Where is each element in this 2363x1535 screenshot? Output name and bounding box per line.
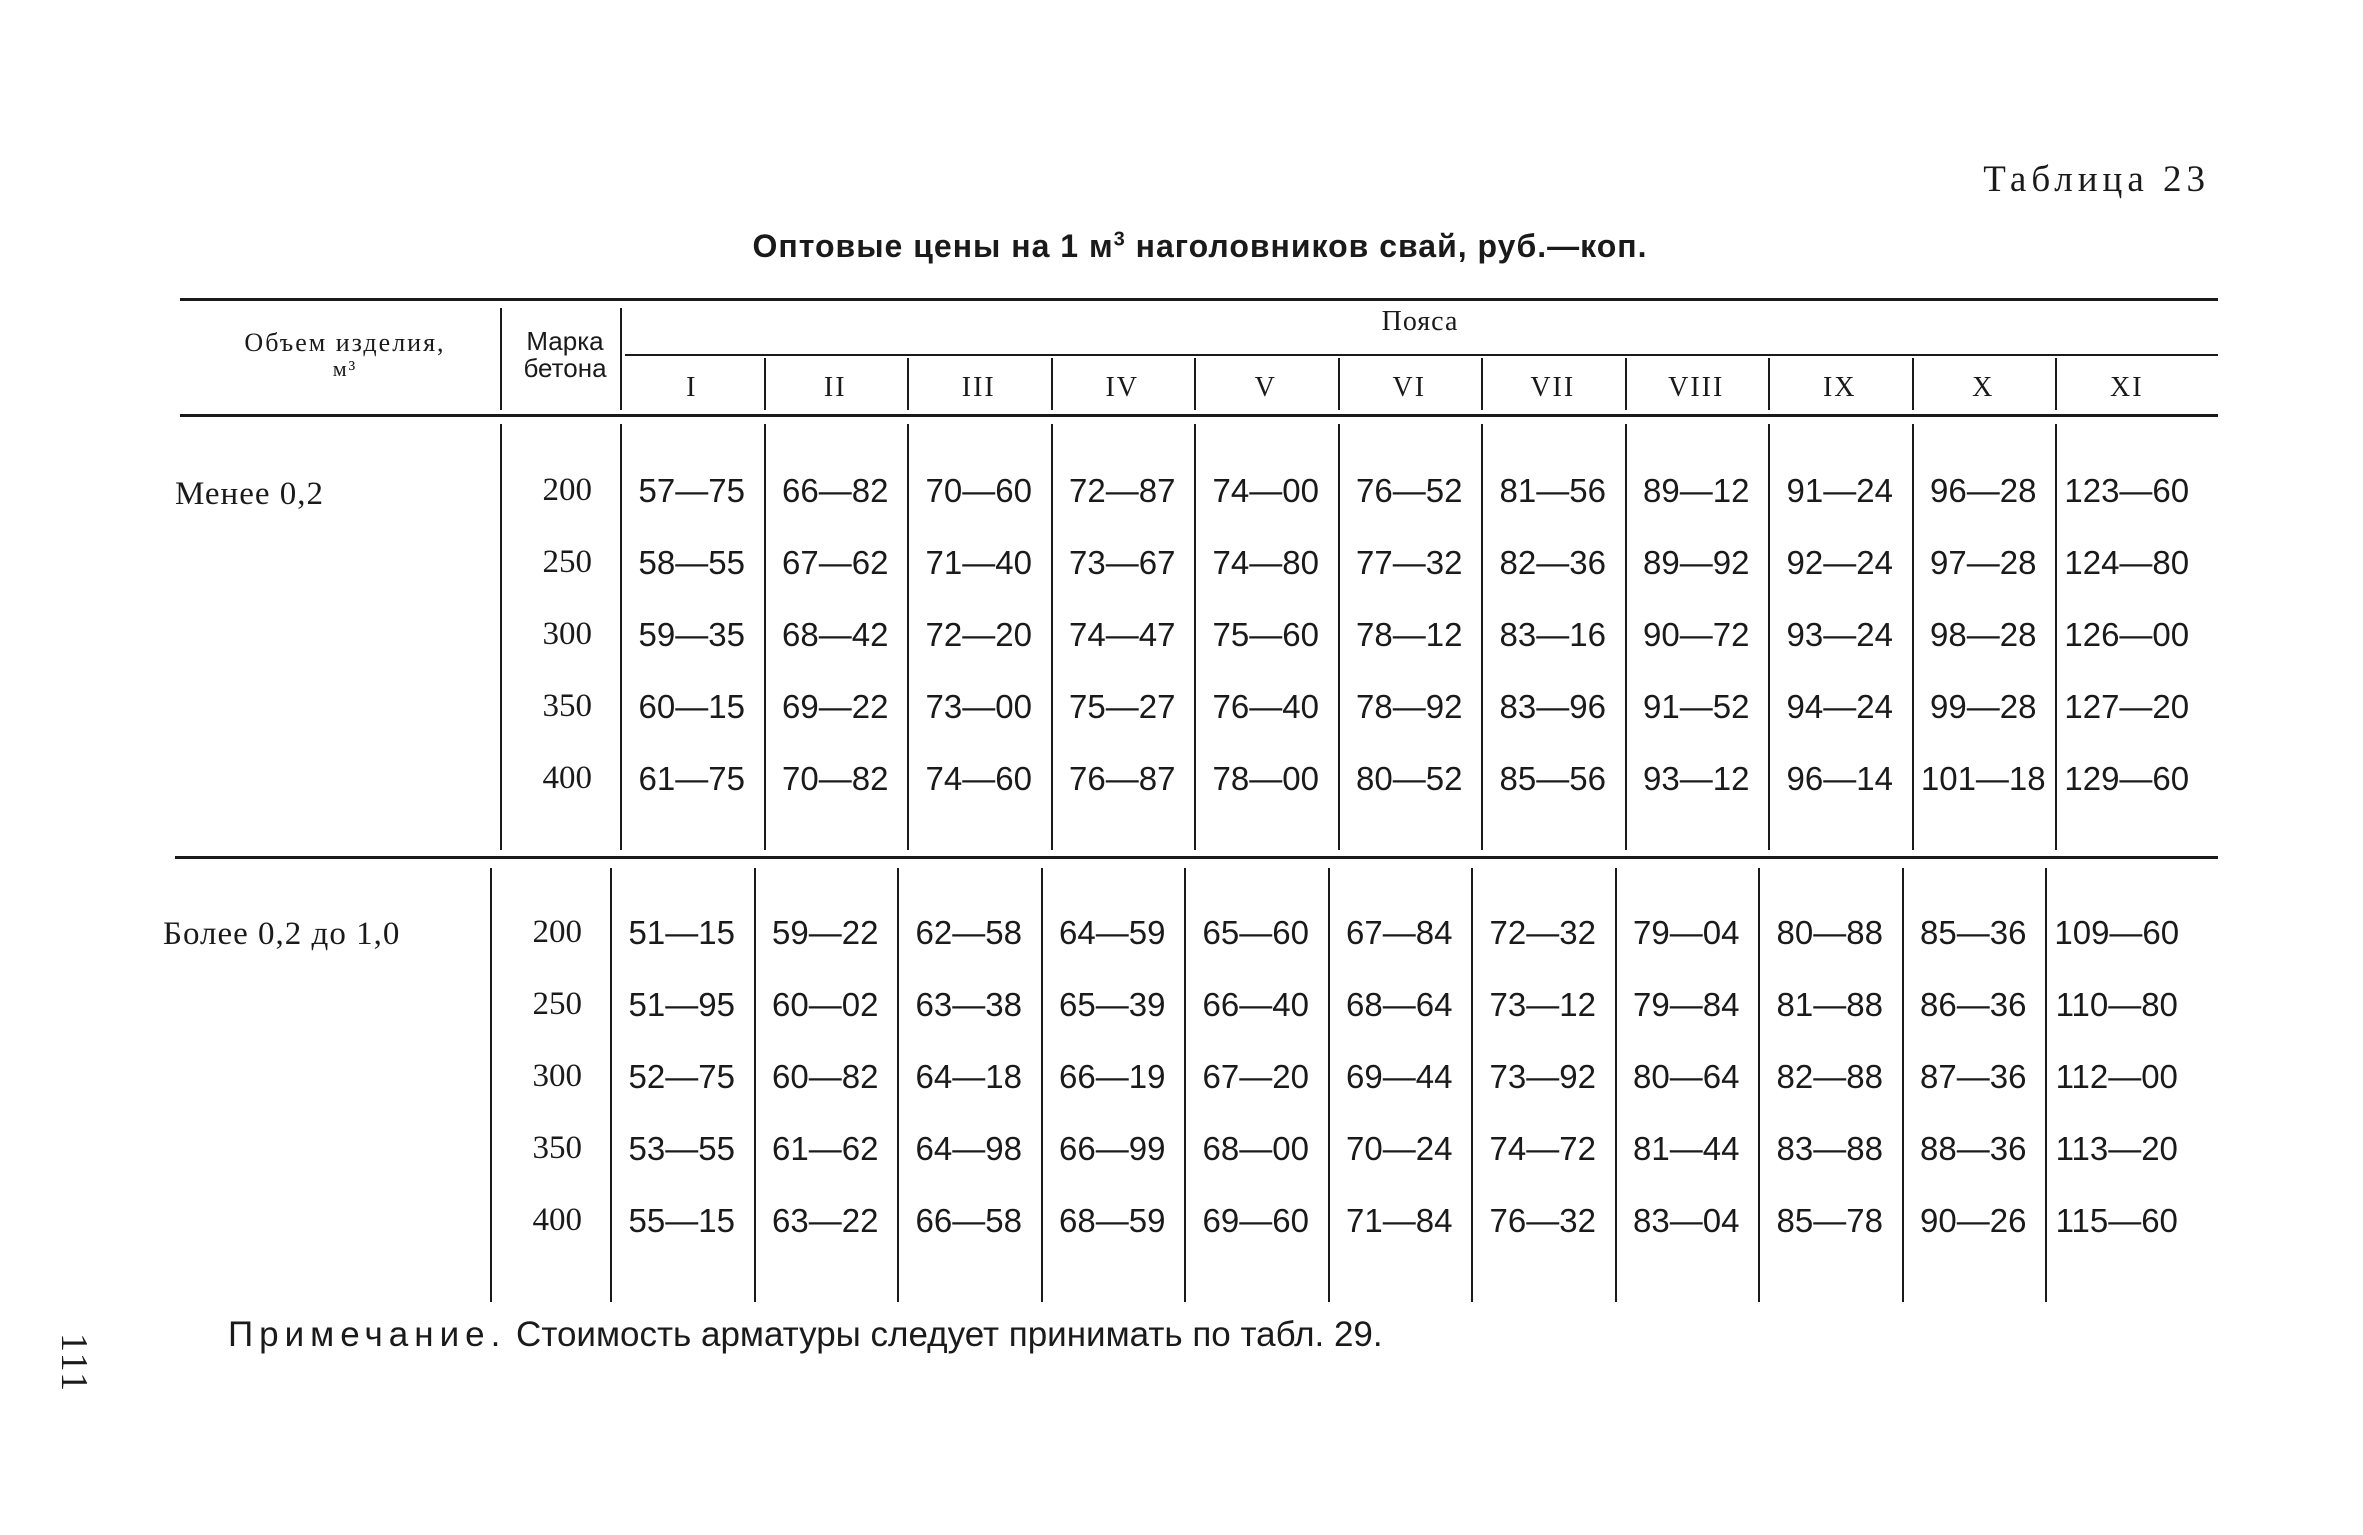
- zone-header: III: [961, 372, 996, 403]
- price-cell: 70—60: [925, 472, 1032, 509]
- price-cell: 61—62: [772, 1130, 879, 1167]
- price-cell: 86—36: [1920, 986, 2027, 1023]
- price-cell: 83—88: [1776, 1130, 1883, 1167]
- price-cell: 74—00: [1212, 472, 1319, 509]
- zone-header-divider: [1768, 358, 1770, 410]
- price-cell: 97—28: [1930, 544, 2037, 581]
- price-cell: 85—78: [1776, 1202, 1883, 1239]
- price-cell: 68—59: [1059, 1202, 1166, 1239]
- price-cell: 82—36: [1499, 544, 1606, 581]
- zone-header: V: [1254, 372, 1277, 403]
- zone-header: II: [823, 372, 847, 403]
- price-cell: 93—24: [1786, 616, 1893, 653]
- price-cell: 69—60: [1202, 1202, 1309, 1239]
- price-cell: 66—58: [915, 1202, 1022, 1239]
- concrete-mark: 400: [532, 1202, 582, 1238]
- price-cell: 60—82: [772, 1058, 879, 1095]
- header-mark-line2: бетона: [523, 353, 607, 384]
- price-cell: 64—59: [1059, 914, 1166, 951]
- concrete-mark: 300: [532, 1058, 582, 1094]
- zone-header-divider: [1481, 358, 1483, 410]
- price-cell: 76—32: [1489, 1202, 1596, 1239]
- zone-header: IV: [1105, 372, 1140, 403]
- price-cell: 80—88: [1776, 914, 1883, 951]
- belts-rule: [625, 354, 2218, 356]
- price-cell: 73—92: [1489, 1058, 1596, 1095]
- page-number: 111: [53, 1333, 95, 1394]
- price-cell: 71—84: [1346, 1202, 1453, 1239]
- price-cell: 83—96: [1499, 688, 1606, 725]
- price-cell: 112—00: [2055, 1058, 2178, 1095]
- concrete-mark: 200: [532, 914, 582, 950]
- price-cell: 87—36: [1920, 1058, 2027, 1095]
- zone-header: VII: [1530, 372, 1576, 403]
- price-cell: 72—87: [1069, 472, 1176, 509]
- price-cell: 74—80: [1212, 544, 1319, 581]
- price-cell: 75—27: [1069, 688, 1176, 725]
- table-title: [0, 228, 2363, 265]
- title-superscript: 3: [1113, 228, 1126, 251]
- header-mark: [505, 328, 625, 383]
- price-cell: 53—55: [628, 1130, 735, 1167]
- price-cell: 109—60: [2054, 914, 2180, 951]
- price-cell: 110—80: [2055, 986, 2178, 1023]
- price-cell: 58—55: [638, 544, 745, 581]
- price-cell: 85—36: [1920, 914, 2027, 951]
- price-cell: 81—88: [1776, 986, 1883, 1023]
- zone-header: I: [686, 372, 698, 403]
- header-mark-line1: Марка: [526, 326, 604, 356]
- group-label: Более 0,2 до 1,0: [163, 916, 401, 952]
- price-cell: 63—38: [915, 986, 1022, 1023]
- price-cell: 66—40: [1202, 986, 1309, 1023]
- price-cell: 78—00: [1212, 760, 1319, 797]
- price-cell: 72—32: [1489, 914, 1596, 951]
- price-cell: 70—24: [1346, 1130, 1453, 1167]
- price-cell: 68—64: [1346, 986, 1453, 1023]
- price-cell: 64—18: [915, 1058, 1022, 1095]
- price-cell: 70—82: [782, 760, 889, 797]
- price-cell: 74—47: [1069, 616, 1176, 653]
- price-cell: 91—24: [1786, 472, 1893, 509]
- zone-header-divider: [2055, 358, 2057, 410]
- price-cell: 129—60: [2064, 760, 2190, 797]
- zone-header-divider: [1912, 358, 1914, 410]
- price-cell: 51—95: [628, 986, 735, 1023]
- price-cell: 96—28: [1930, 472, 2037, 509]
- table-label: Таблица 23: [1983, 159, 2210, 200]
- header-volume-text: Объем изделия,: [244, 328, 446, 357]
- price-cell: 74—72: [1489, 1130, 1596, 1167]
- price-cell: 96—14: [1786, 760, 1893, 797]
- price-cell: 52—75: [628, 1058, 735, 1095]
- header-volume-unit: м³: [332, 356, 358, 381]
- note: [228, 1315, 1383, 1355]
- price-cell: 73—00: [925, 688, 1032, 725]
- concrete-mark: 200: [542, 472, 592, 508]
- concrete-mark: 350: [542, 688, 592, 724]
- concrete-mark: 350: [532, 1130, 582, 1166]
- price-cell: 73—12: [1489, 986, 1596, 1023]
- price-cell: 88—36: [1920, 1130, 2027, 1167]
- price-cell: 72—20: [925, 616, 1032, 653]
- price-cell: 62—58: [915, 914, 1022, 951]
- price-cell: 124—80: [2064, 544, 2190, 581]
- price-cell: 78—12: [1356, 616, 1463, 653]
- price-cell: 93—12: [1643, 760, 1750, 797]
- price-cell: 69—22: [782, 688, 889, 725]
- zone-header-divider: [1338, 358, 1340, 410]
- price-cell: 94—24: [1786, 688, 1893, 725]
- price-cell: 82—88: [1776, 1058, 1883, 1095]
- price-cell: 80—52: [1356, 760, 1463, 797]
- price-cell: 66—82: [782, 472, 889, 509]
- price-cell: 91—52: [1643, 688, 1750, 725]
- zone-header-divider: [1051, 358, 1053, 410]
- price-cell: 61—75: [638, 760, 745, 797]
- price-cell: 69—44: [1346, 1058, 1453, 1095]
- price-cell: 123—60: [2064, 472, 2190, 509]
- concrete-mark: 300: [542, 616, 592, 652]
- price-cell: 101—18: [1920, 760, 2046, 797]
- price-cell: 60—15: [638, 688, 745, 725]
- price-cell: 66—19: [1059, 1058, 1166, 1095]
- price-cell: 74—60: [925, 760, 1032, 797]
- price-cell: 127—20: [2064, 688, 2190, 725]
- price-cell: 67—20: [1202, 1058, 1309, 1095]
- group-separator-rule: [175, 856, 2218, 859]
- price-cell: 76—40: [1212, 688, 1319, 725]
- zone-header-divider: [907, 358, 909, 410]
- note-lead: Примечание.: [228, 1315, 507, 1354]
- price-cell: 71—40: [925, 544, 1032, 581]
- price-cell: 64—98: [915, 1130, 1022, 1167]
- price-cell: 76—87: [1069, 760, 1176, 797]
- price-cell: 65—60: [1202, 914, 1309, 951]
- title-text-end: наголовников свай, руб.—коп.: [1125, 228, 1648, 264]
- price-cell: 63—22: [772, 1202, 879, 1239]
- group-label: Менее 0,2: [175, 476, 325, 512]
- price-cell: 113—20: [2055, 1130, 2178, 1167]
- zone-header: IX: [1822, 372, 1857, 403]
- header-volume: [180, 330, 510, 380]
- concrete-mark: 250: [542, 544, 592, 580]
- price-cell: 98—28: [1930, 616, 2037, 653]
- price-cell: 66—99: [1059, 1130, 1166, 1167]
- zone-header: X: [1972, 372, 1995, 403]
- price-cell: 80—64: [1633, 1058, 1740, 1095]
- zone-header-divider: [1625, 358, 1627, 410]
- zone-header: VIII: [1668, 372, 1725, 403]
- price-cell: 81—44: [1633, 1130, 1740, 1167]
- price-cell: 78—92: [1356, 688, 1463, 725]
- price-cell: 59—22: [772, 914, 879, 951]
- price-cell: 59—35: [638, 616, 745, 653]
- zone-header: XI: [2109, 372, 2144, 403]
- title-text: Оптовые цены на 1 м: [752, 228, 1114, 264]
- price-cell: 83—04: [1633, 1202, 1740, 1239]
- note-text: Стоимость арматуры следует принимать по табл. 29.: [506, 1315, 1383, 1354]
- price-cell: 51—15: [628, 914, 735, 951]
- price-cell: 57—75: [638, 472, 745, 509]
- price-cell: 99—28: [1930, 688, 2037, 725]
- price-cell: 77—32: [1356, 544, 1463, 581]
- price-cell: 89—92: [1643, 544, 1750, 581]
- price-cell: 90—26: [1920, 1202, 2027, 1239]
- concrete-mark: 400: [542, 760, 592, 796]
- price-cell: 76—52: [1356, 472, 1463, 509]
- price-cell: 79—84: [1633, 986, 1740, 1023]
- price-cell: 79—04: [1633, 914, 1740, 951]
- price-cell: 68—42: [782, 616, 889, 653]
- header-belts: Пояса: [1381, 306, 1459, 337]
- price-cell: 85—56: [1499, 760, 1606, 797]
- price-cell: 73—67: [1069, 544, 1176, 581]
- top-rule: [180, 298, 2218, 301]
- price-cell: 126—00: [2064, 616, 2190, 653]
- price-cell: 81—56: [1499, 472, 1606, 509]
- price-cell: 65—39: [1059, 986, 1166, 1023]
- price-cell: 60—02: [772, 986, 879, 1023]
- price-cell: 68—00: [1202, 1130, 1309, 1167]
- header-bottom-rule: [180, 414, 2218, 417]
- zone-header: VI: [1392, 372, 1427, 403]
- price-cell: 90—72: [1643, 616, 1750, 653]
- price-cell: 92—24: [1786, 544, 1893, 581]
- price-cell: 83—16: [1499, 616, 1606, 653]
- zone-header-divider: [764, 358, 766, 410]
- price-cell: 75—60: [1212, 616, 1319, 653]
- concrete-mark: 250: [532, 986, 582, 1022]
- price-cell: 67—62: [782, 544, 889, 581]
- price-cell: 67—84: [1346, 914, 1453, 951]
- zone-header-divider: [1194, 358, 1196, 410]
- price-cell: 115—60: [2055, 1202, 2178, 1239]
- price-cell: 89—12: [1643, 472, 1750, 509]
- price-cell: 55—15: [628, 1202, 735, 1239]
